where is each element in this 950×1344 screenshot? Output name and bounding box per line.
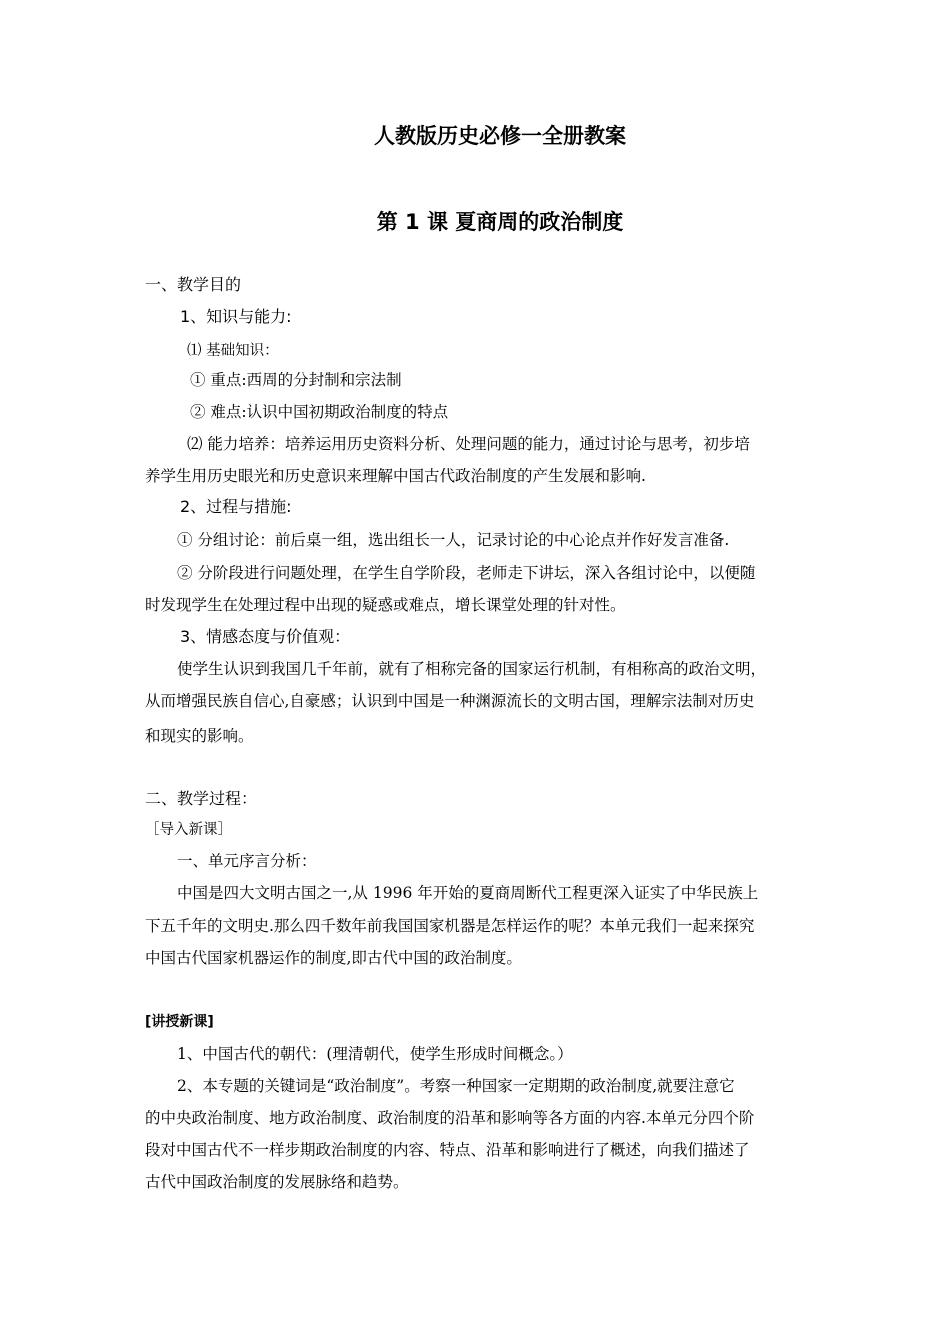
subheading-knowledge: 1、知识与能力: — [180, 307, 292, 326]
point-2-line-1: 2、本专题的关键词是“政治制度”。考察一种国家一定期期的政治制度,就要注意它 — [177, 1077, 735, 1095]
process-item-2-line-2: 时发现学生在处理过程中出现的疑惑或难点，增长课堂处理的针对性。 — [145, 596, 626, 614]
section-heading-objectives: 一、教学目的 — [145, 275, 242, 294]
subheading-process: 2、过程与措施: — [180, 497, 292, 516]
emotion-text-line-3: 和现实的影响。 — [145, 727, 254, 745]
point-2-line-3: 段对中国古代不一样步期政治制度的内容、特点、沿革和影响进行了概述，向我们描述了 — [145, 1141, 750, 1159]
process-item-2-line-1: ② 分阶段进行问题处理，在学生自学阶段，老师走下讲坛，深入各组讨论中，以便随 — [177, 564, 756, 582]
point-2-line-4: 古代中国政治制度的发展脉络和趋势。 — [145, 1173, 409, 1191]
point-1: 1、中国古代的朝代：(理清朝代，使学生形成时间概念。） — [177, 1045, 573, 1063]
point-2-line-2: 的中央政治制度、地方政治制度、政治制度的沿革和影响等各方面的内容.本单元分四个阶 — [145, 1109, 755, 1127]
key-point: ① 重点:西周的分封制和宗法制 — [190, 371, 402, 389]
unit-intro-heading: 一、单元序言分析： — [177, 852, 317, 870]
process-item-1: ① 分组讨论：前后桌一组，选出组长一人，记录讨论的中心论点并作好发言准备. — [177, 531, 730, 549]
ability-text-line-2: 养学生用历史眼光和历史意识来理解中国古代政治制度的产生发展和影响. — [145, 467, 646, 485]
emotion-text-line-2: 从而增强民族自信心,自豪感；认识到中国是一种渊源流长的文明古国，理解宗法制对历史 — [145, 692, 755, 710]
teach-tag: [讲授新课] — [145, 1014, 214, 1030]
intro-tag: ［导入新课］ — [145, 822, 232, 838]
document-title: 人教版历史必修一全册教案 — [374, 124, 626, 148]
difficult-point: ② 难点:认识中国初期政治制度的特点 — [190, 403, 449, 421]
lesson-title: 第 1 课 夏商周的政治制度 — [376, 210, 624, 234]
basic-knowledge-label: ⑴ 基础知识： — [187, 343, 279, 359]
ability-text-line-1: ⑵ 能力培养：培养运用历史资料分析、处理问题的能力，通过讨论与思考，初步培 — [187, 435, 750, 453]
intro-text-line-1: 中国是四大文明古国之一,从 1996 年开始的夏商周断代工程更深入证实了中华民族上 — [177, 884, 759, 902]
subheading-emotion: 3、情感态度与价值观： — [180, 627, 351, 646]
section-heading-process: 二、教学过程： — [145, 789, 258, 808]
intro-text-line-3: 中国古代国家机器运作的制度,即古代中国的政治制度。 — [145, 949, 522, 967]
intro-text-line-2: 下五千年的文明史.那么四千数年前我国国家机器是怎样运作的呢？本单元我们一起来探究 — [145, 917, 755, 935]
emotion-text-line-1: 使学生认识到我国几千年前，就有了相称完备的国家运行机制，有相称高的政治文明， — [177, 660, 767, 678]
